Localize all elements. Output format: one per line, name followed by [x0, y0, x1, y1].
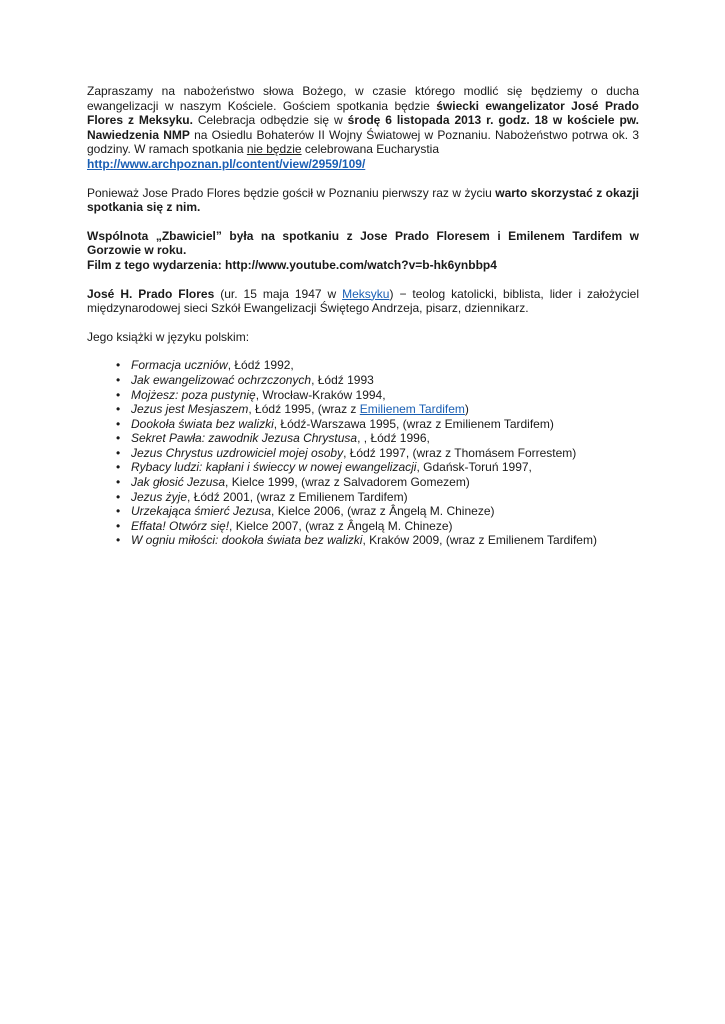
book-title: Mojżesz: poza pustynię [131, 387, 256, 402]
tardif-link[interactable]: Emilienem Tardifem [359, 402, 465, 417]
book-details: , , Łódź 1996, [357, 431, 430, 446]
mexico-link[interactable]: Meksyku [342, 286, 390, 301]
book-title: Dookoła świata bez walizki [131, 416, 274, 431]
book-title: Urzekająca śmierć Jezusa [131, 504, 272, 519]
intro-date-bold: środę 6 listopada 2013 r. godz. 18 w kościele pw. Nawiedzenia NMP [87, 113, 639, 142]
book-details: , Łódź 1992, [227, 358, 294, 373]
book-details: , Kraków 2009, (wraz z Emilienem Tardifem) [362, 533, 597, 548]
book-details: , Kielce 1999, (wraz z Salvadorem Gomezem) [225, 475, 470, 490]
list-item [131, 388, 639, 403]
list-item [131, 402, 639, 417]
book-title: Jezus żyje [131, 489, 188, 504]
list-item [131, 460, 639, 475]
list-item [131, 533, 639, 548]
book-title: Formacja uczniów [131, 358, 228, 373]
book-title: Jezus Chrystus uzdrowiciel mojej osoby [131, 445, 344, 460]
book-title: Jak ewangelizować ochrzczonych [131, 372, 312, 387]
book-title: Rybacy ludzi: kapłani i świeccy w nowej ewangelizacji [131, 460, 417, 475]
film-line: Film z tego wydarzenia: http://www.youtube.com/watch?v=b-hk6ynbbp4 [87, 257, 497, 272]
intro-guest-bold: świecki ewangelizator José Prado Flores z Meksyku. [87, 98, 639, 128]
list-item [131, 504, 639, 519]
bio-text-1: (ur. 15 maja 1947 w [214, 286, 343, 301]
book-details: , Wrocław-Kraków 1994, [255, 387, 386, 402]
list-item [131, 373, 639, 388]
books-heading: Jego książki w języku polskim: [87, 329, 250, 344]
book-details: , Kielce 2007, (wraz z Ângelą M. Chineze) [229, 518, 453, 533]
book-title: W ogniu miłości: dookoła świata bez walizki [131, 533, 363, 548]
book-details: , Łódź 2001, (wraz z Emilienem Tardifem) [187, 489, 408, 504]
document-page [87, 84, 639, 548]
book-details: , Łódź-Warszawa 1995, (wraz z Emilienem Tardifem) [273, 416, 554, 431]
intro-text-1: Zapraszamy na nabożeństwo słowa Bożego, w czasie którego modlić się będziemy o ducha ewangelizacji w naszym Kościele. Gościem spotkania będzie [87, 84, 639, 113]
community-bold-1: Wspólnota „Zbawiciel” była na spotkaniu z Jose Prado Floresem i Emilenem Tardifem w Gorzowie w roku. [87, 228, 639, 258]
intro-text-3: na Osiedlu Bohaterów II Wojny Światowej w Poznaniu. Nabożeństwo potrwa ok. 3 godziny. W ramach spotkania [87, 127, 639, 157]
list-item [131, 431, 639, 446]
list-item [131, 417, 639, 432]
intro-paragraph [87, 84, 639, 172]
book-title: Jezus jest Mesjaszem [131, 402, 249, 417]
intro-text-4: celebrowana Eucharystia [301, 142, 439, 157]
list-item [131, 519, 639, 534]
bio-name: José H. Prado Flores [87, 286, 215, 301]
list-item [131, 358, 639, 373]
intro-underlined: nie będzie [246, 142, 302, 157]
book-details: , Kielce 2006, (wraz z Ângelą M. Chineze) [271, 504, 495, 519]
community-paragraph [87, 229, 639, 273]
visit-text: Ponieważ Jose Prado Flores będzie gościł w Poznaniu pierwszy raz w życiu [87, 185, 496, 200]
list-item [131, 490, 639, 505]
list-item [131, 446, 639, 461]
bio-paragraph [87, 287, 639, 316]
book-details: , Łódź 1995, (wraz z [248, 402, 360, 417]
book-details: , Łódź 1997, (wraz z Thomásem Forrestem) [343, 445, 577, 460]
book-title: Jak głosić Jezusa [131, 475, 226, 490]
book-title: Sekret Pawła: zawodnik Jezusa Chrystusa [131, 431, 358, 446]
book-details: , Gdańsk-Toruń 1997, [416, 460, 532, 475]
archpoznan-link[interactable]: http://www.archpoznan.pl/content/view/2959/109/ [87, 156, 366, 171]
bio-text-2: ) − teolog katolicki, biblista, lider i założyciel międzynarodowej sieci Szkół Ewangelizacji Świętego Andrzeja, pisarz, dziennikarz. [87, 286, 640, 316]
visit-paragraph [87, 186, 639, 215]
intro-text-2: Celebracja odbędzie się w [192, 113, 348, 128]
books-list [87, 358, 639, 548]
book-title: Effata! Otwórz się! [131, 518, 230, 533]
book-details: , Łódź 1993 [311, 372, 374, 387]
visit-bold: warto skorzystać z okazji spotkania się z nim. [87, 185, 639, 215]
list-item [131, 475, 639, 490]
book-details-end: ) [464, 402, 469, 417]
